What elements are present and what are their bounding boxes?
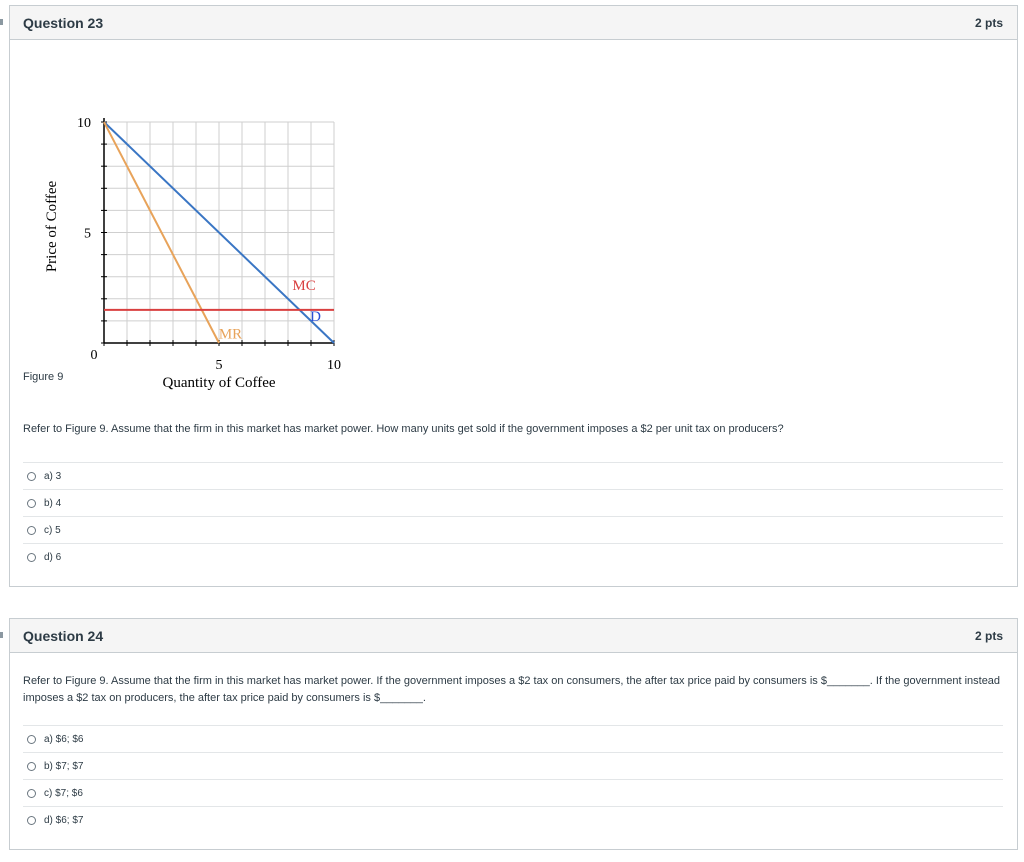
radio-button[interactable] [27, 499, 36, 508]
figure-caption: Figure 9 [23, 371, 64, 383]
x-tick-label: 5 [215, 358, 223, 373]
edge-marker [0, 19, 3, 25]
question-points: 2 pts [974, 15, 1003, 30]
answer-label: b) 4 [44, 497, 62, 509]
x-tick-label: 0 [90, 348, 98, 363]
question-23-header [10, 6, 1017, 40]
answer-option-a[interactable] [23, 725, 1003, 752]
answer-label: c) 5 [44, 524, 61, 536]
answer-label: d) 6 [44, 551, 62, 563]
answer-option-d[interactable] [23, 806, 1003, 833]
answer-option-b[interactable] [23, 489, 1003, 516]
answer-option-b[interactable] [23, 752, 1003, 779]
question-24-body [10, 653, 1017, 849]
question-23-body [10, 40, 1017, 586]
radio-button[interactable] [27, 789, 36, 798]
answer-list [23, 725, 1003, 833]
answer-label: d) $6; $7 [44, 814, 84, 826]
series-label-mr: MR [218, 326, 243, 343]
answer-label: b) $7; $7 [44, 760, 84, 772]
radio-button[interactable] [27, 816, 36, 825]
radio-button[interactable] [27, 472, 36, 481]
y-axis-label: Price of Coffee [44, 180, 60, 273]
answer-label: a) $6; $6 [44, 733, 84, 745]
figure-9-chart [22, 76, 362, 406]
answer-option-a[interactable] [23, 462, 1003, 489]
question-prompt: Refer to Figure 9. Assume that the firm in this market has market power. If the government imposes a $2 tax on consumers, the after tax price paid by consumers is $_______. If the government instead imposes a $2 tax on producers, the after tax price paid by consumers is $_______. [23, 675, 1001, 704]
x-tick-label: 10 [327, 358, 341, 373]
radio-button[interactable] [27, 735, 36, 744]
question-prompt: Refer to Figure 9. Assume that the firm in this market has market power. How many units get sold if the government imposes a $2 per unit tax on producers? [23, 423, 784, 435]
radio-button[interactable] [27, 526, 36, 535]
answer-option-c[interactable] [23, 516, 1003, 543]
question-title: Question 23 [23, 14, 104, 31]
answer-list [23, 462, 1003, 570]
question-24-header [10, 619, 1017, 653]
y-tick-label: 5 [84, 226, 91, 242]
answer-label: c) $7; $6 [44, 787, 83, 799]
figure-9 [22, 76, 362, 406]
radio-button[interactable] [27, 762, 36, 771]
series-label-mc: MC [292, 277, 316, 294]
y-tick-label: 10 [77, 116, 91, 131]
radio-button[interactable] [27, 553, 36, 562]
question-24-card [9, 618, 1018, 850]
question-points: 2 pts [974, 628, 1003, 643]
x-axis-label: Quantity of Coffee [162, 375, 276, 391]
question-23-card [9, 5, 1018, 587]
question-title: Question 24 [23, 627, 104, 644]
answer-option-d[interactable] [23, 543, 1003, 570]
answer-label: a) 3 [44, 470, 62, 482]
answer-option-c[interactable] [23, 779, 1003, 806]
edge-marker [0, 632, 3, 638]
series-label-d: D [310, 308, 322, 325]
